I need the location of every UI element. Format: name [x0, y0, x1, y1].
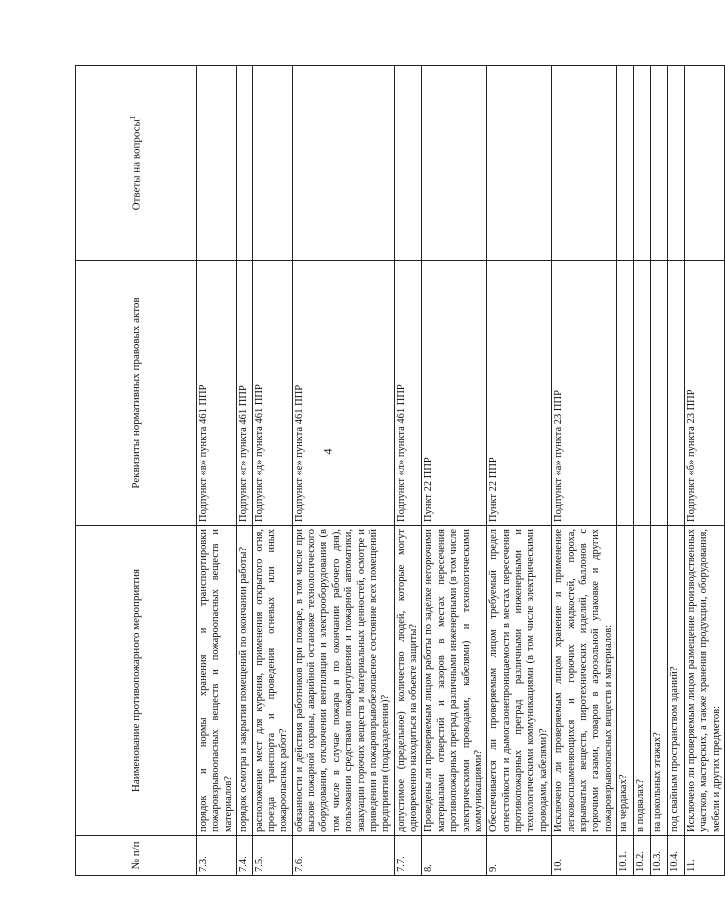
rotated-table-container [75, 66, 722, 876]
row-answer-cell[interactable] [617, 66, 634, 261]
header-measure-name: Наименование противопожарного мероприятия [76, 526, 197, 836]
table-row [634, 66, 651, 876]
row-requisite [668, 261, 685, 526]
table-row [552, 66, 617, 876]
row-num: 7.6. [292, 836, 394, 876]
row-num: 7.5. [252, 836, 292, 876]
row-requisite: Подпункт «е» пункта 461 ППР [292, 261, 394, 526]
row-num: 8. [422, 836, 487, 876]
row-num: 7.7. [394, 836, 422, 876]
row-requisite: Подпункт «б» пункта 23 ППР [685, 261, 725, 526]
table-row [668, 66, 685, 876]
table-row [422, 66, 487, 876]
row-measure: допустимое (предельное) количество людей, которые могут одновременно находиться на объекте защиты? [394, 526, 422, 836]
row-measure: в подвалах? [634, 526, 651, 836]
table-row [487, 66, 552, 876]
row-answer-cell[interactable] [292, 66, 394, 261]
table-row [292, 66, 394, 876]
row-requisite [617, 261, 634, 526]
row-measure: Проведены ли проверяемым лицом работы по заделке негорючими материалами отверстий и зазоров в местах пересечения противопожарных преград различными инженерными (в том числе электрическими проводами, кабелями) и технологическими коммуникациями? [422, 526, 487, 836]
row-measure: порядок осмотра и закрытия помещений по окончании работы? [237, 526, 252, 836]
row-answer-cell[interactable] [651, 66, 668, 261]
row-requisite: Подпункт «а» пункта 23 ППР [552, 261, 617, 526]
row-measure: на цокольных этажах? [651, 526, 668, 836]
table-header-row [76, 66, 197, 876]
row-requisite [651, 261, 668, 526]
row-num: 10.1. [617, 836, 634, 876]
row-requisite: Пункт 22 ППР [422, 261, 487, 526]
header-answers [76, 66, 197, 261]
row-requisite [634, 261, 651, 526]
row-measure: обязанности и действия работников при пожаре, в том числе при вызове пожарной охраны, аварийной остановке технологического оборудования, отключении вентиляции и электрооборудования (в том числе в случае пожара и по окончании рабочего дня), пользовании средствами пожаротушения и пожарной автоматики, эвакуации горючих веществ и материальных ценностей, осмотре и приведении в пожаровзрывобезопасное состояние всех помещений предприятия (подразделения)? [292, 526, 394, 836]
row-measure: на чердаках? [617, 526, 634, 836]
row-requisite: Подпункт «в» пункта 461 ППР [197, 261, 237, 526]
row-answer-cell[interactable] [197, 66, 237, 261]
table-row [197, 66, 237, 876]
header-answers-label: Ответы на вопросы [130, 119, 143, 211]
row-requisite: Подпункт «д» пункта 461 ППР [252, 261, 292, 526]
row-measure: порядок и нормы хранения и транспортировки пожаровзрывоопасных веществ и пожароопасных веществ и материалов? [197, 526, 237, 836]
header-num: № п/п [76, 836, 197, 876]
row-measure: Исключено ли проверяемым лицом размещение производственных участков, мастерских, а также хранения продукции, оборудования, мебели и других предметов: [685, 526, 725, 836]
row-answer-cell[interactable] [394, 66, 422, 261]
row-answer-cell[interactable] [685, 66, 725, 261]
table-row [651, 66, 668, 876]
fire-safety-checklist-table [75, 65, 725, 876]
row-answer-cell[interactable] [487, 66, 552, 261]
page-number: 4 [320, 448, 335, 455]
footnote-marker: 1 [128, 115, 137, 120]
table-row [252, 66, 292, 876]
row-num: 10. [552, 836, 617, 876]
row-num: 7.4. [237, 836, 252, 876]
row-answer-cell[interactable] [252, 66, 292, 261]
row-answer-cell[interactable] [552, 66, 617, 261]
row-measure: Обеспечивается ли проверяемым лицом требуемый предел огнестойкости и дымогазонепроницаемости в местах пересечения противопожарных преград различными инженерными и технологическими коммуникациями (в том числе электрическими проводами, кабелями)? [487, 526, 552, 836]
row-num: 10.3. [651, 836, 668, 876]
row-answer-cell[interactable] [422, 66, 487, 261]
table-row [685, 66, 725, 876]
table-row [617, 66, 634, 876]
table-row [237, 66, 252, 876]
row-requisite: Подпункт «л» пункта 461 ППР [394, 261, 422, 526]
row-num: 7.3. [197, 836, 237, 876]
row-num: 10.2. [634, 836, 651, 876]
row-requisite: Подпункт «г» пункта 461 ППР [237, 261, 252, 526]
row-measure: под свайным пространством зданий? [668, 526, 685, 836]
row-measure: расположение мест для курения, применения открытого огня, проезда транспорта и проведения огневых или иных пожароопасных работ? [252, 526, 292, 836]
row-num: 9. [487, 836, 552, 876]
table-row [394, 66, 422, 876]
row-num: 11. [685, 836, 725, 876]
row-answer-cell[interactable] [668, 66, 685, 261]
header-legal-requisites: Реквизиты нормативных правовых актов [76, 261, 197, 526]
row-answer-cell[interactable] [634, 66, 651, 261]
row-answer-cell[interactable] [237, 66, 252, 261]
row-measure: Исключено ли проверяемым лицом хранение и применение легковоспламеняющихся и горючих жидкостей, пороха, взрывчатых веществ, пиротехнических изделий, баллонов с горючими газами, товаров в аэрозольной упаковке и других пожаровзрывоопасных веществ и материалов: [552, 526, 617, 836]
row-requisite: Пункт 22 ППР [487, 261, 552, 526]
row-num: 10.4. [668, 836, 685, 876]
